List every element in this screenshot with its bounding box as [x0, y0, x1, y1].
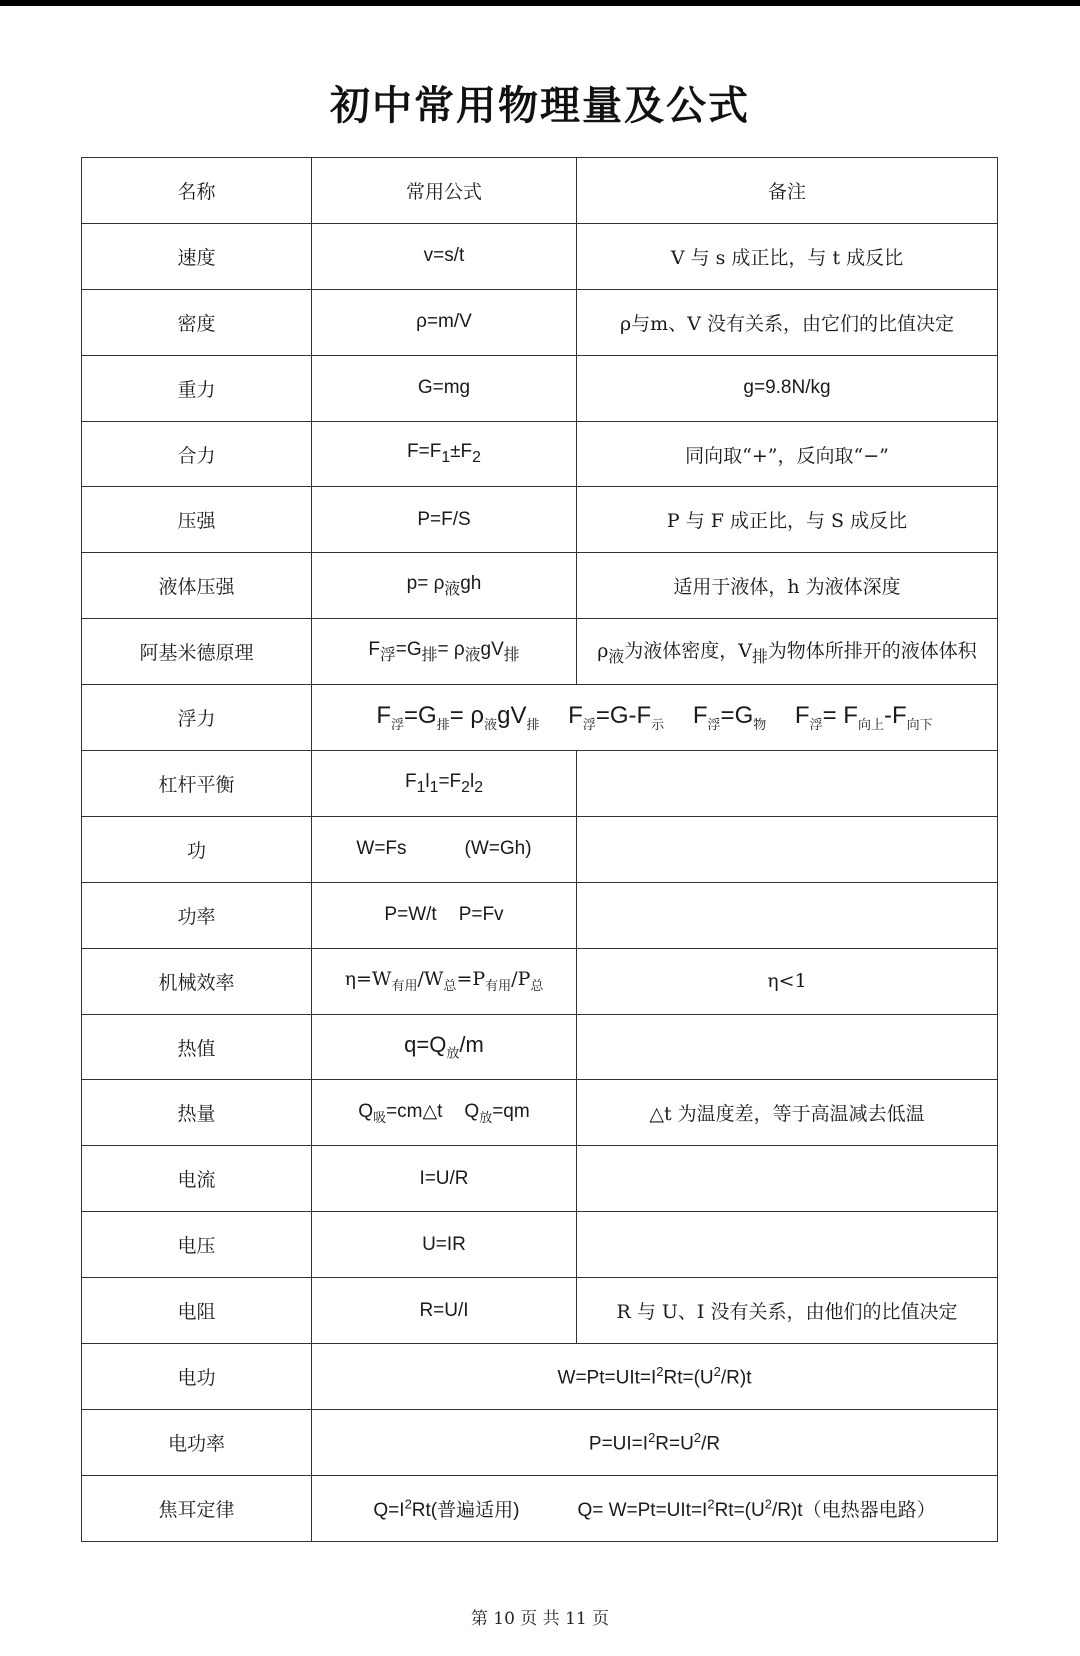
- row-note: [577, 816, 998, 882]
- table-row: [82, 1080, 998, 1146]
- formula-part: $F_浮=G_排= \rho_液gV_排$: [376, 702, 540, 732]
- row-name: 重力: [82, 355, 312, 421]
- row-name: 压强: [82, 487, 312, 553]
- row-name: 合力: [82, 421, 312, 487]
- table-row: [82, 948, 998, 1014]
- row-formula-wide: $W=Pt=UIt=I^2Rt=(U^2/R)t$: [312, 1344, 998, 1410]
- row-formula: I=U/R: [312, 1146, 577, 1212]
- formula-part: $F_浮=G-F_示$: [568, 702, 665, 732]
- row-name: 热量: [82, 1080, 312, 1146]
- table-row: [82, 553, 998, 619]
- row-note: P 与 F 成正比，与 S 成反比: [577, 487, 998, 553]
- row-name: 功率: [82, 882, 312, 948]
- row-formula: v=s/t: [312, 223, 577, 289]
- row-note: [577, 1014, 998, 1080]
- formula-part: $F_浮=G_物$: [692, 702, 767, 732]
- table-row: [82, 1146, 998, 1212]
- row-note: [577, 1146, 998, 1212]
- table-row: [82, 1409, 998, 1475]
- row-formula-wide: $P=UI=I^2R=U^2/R$: [312, 1409, 998, 1475]
- row-note: g=9.8N/kg: [577, 355, 998, 421]
- row-name: 电流: [82, 1146, 312, 1212]
- table-row: [82, 1344, 998, 1410]
- table-header-row: [82, 158, 998, 224]
- table-row: [82, 355, 998, 421]
- header-name: 名称: [82, 158, 312, 224]
- row-name: 电阻: [82, 1278, 312, 1344]
- table-row: [82, 619, 998, 685]
- row-note: [577, 1212, 998, 1278]
- row-name: 电功率: [82, 1409, 312, 1475]
- row-name: 电功: [82, 1344, 312, 1410]
- row-name: 密度: [82, 289, 312, 355]
- row-note: R 与 U、I 没有关系，由他们的比值决定: [577, 1278, 998, 1344]
- row-name: 焦耳定律: [82, 1475, 312, 1541]
- row-name: 液体压强: [82, 553, 312, 619]
- row-formula: $p= \rho_液gh$: [312, 553, 577, 619]
- row-name: 功: [82, 816, 312, 882]
- row-note: $\rho_液$为液体密度，$V_排$为物体所排开的液体体积: [577, 619, 998, 685]
- row-formula-wide: [312, 685, 998, 751]
- row-formula: R=U/I: [312, 1278, 577, 1344]
- row-note: V 与 s 成正比，与 t 成反比: [577, 223, 998, 289]
- row-name: 阿基米德原理: [82, 619, 312, 685]
- table-row: [82, 487, 998, 553]
- table-row: [82, 1475, 998, 1541]
- table-row: [82, 751, 998, 817]
- row-formula: $F_1l_1=F_2l_2$: [312, 751, 577, 817]
- row-formula: G=mg: [312, 355, 577, 421]
- row-name: 浮力: [82, 685, 312, 751]
- row-note: [577, 882, 998, 948]
- table-row: [82, 882, 998, 948]
- page-footer: 第 10 页 共 11 页: [470, 1609, 610, 1629]
- table-row: [82, 816, 998, 882]
- row-formula: ρ=m/V: [312, 289, 577, 355]
- row-note: 适用于液体，h 为液体深度: [577, 553, 998, 619]
- row-formula: U=IR: [312, 1212, 577, 1278]
- row-formula: $F_浮=G_排= \rho_液gV_排$: [312, 619, 577, 685]
- row-note: ρ与m、V 没有关系，由它们的比值决定: [577, 289, 998, 355]
- formula-table: [81, 157, 998, 1542]
- row-name: 电压: [82, 1212, 312, 1278]
- formula-part: $F_浮= F_{向上}-F_{向下}$: [794, 702, 933, 732]
- row-formula: W=Fs (W=Gh): [312, 816, 577, 882]
- row-name: 速度: [82, 223, 312, 289]
- page-title: 初中常用物理量及公式: [330, 83, 750, 129]
- table-row: [82, 685, 998, 751]
- row-formula: $q=Q_放/m$: [312, 1014, 577, 1080]
- row-name: 机械效率: [82, 948, 312, 1014]
- table-row: [82, 421, 998, 487]
- row-note: [577, 751, 998, 817]
- table-row: [82, 1212, 998, 1278]
- row-name: 热值: [82, 1014, 312, 1080]
- row-formula: $\eta=W_{有用}/W_总=P_{有用}/P_总$: [312, 948, 577, 1014]
- row-note: △t 为温度差，等于高温减去低温: [577, 1080, 998, 1146]
- header-formula: 常用公式: [312, 158, 577, 224]
- row-formula: P=W/t P=Fv: [312, 882, 577, 948]
- header-note: 备注: [577, 158, 998, 224]
- row-note: 同向取“+”，反向取“−”: [577, 421, 998, 487]
- row-formula: $F=F_1\pm F_2$: [312, 421, 577, 487]
- table-row: [82, 1014, 998, 1080]
- row-formula: $Q_吸=cm\triangle t$ $Q_放=qm$: [312, 1080, 577, 1146]
- table-row: [82, 223, 998, 289]
- row-formula: P=F/S: [312, 487, 577, 553]
- row-formula-wide: $Q=I^2Rt$(普遍适用) $Q= W=Pt=UIt=I^2Rt=(U^2/R)t$（电热器电路）: [312, 1475, 998, 1541]
- table-row: [82, 289, 998, 355]
- row-name: 杠杆平衡: [82, 751, 312, 817]
- table-row: [82, 1278, 998, 1344]
- top-border: [0, 0, 1080, 6]
- row-note: η<1: [577, 948, 998, 1014]
